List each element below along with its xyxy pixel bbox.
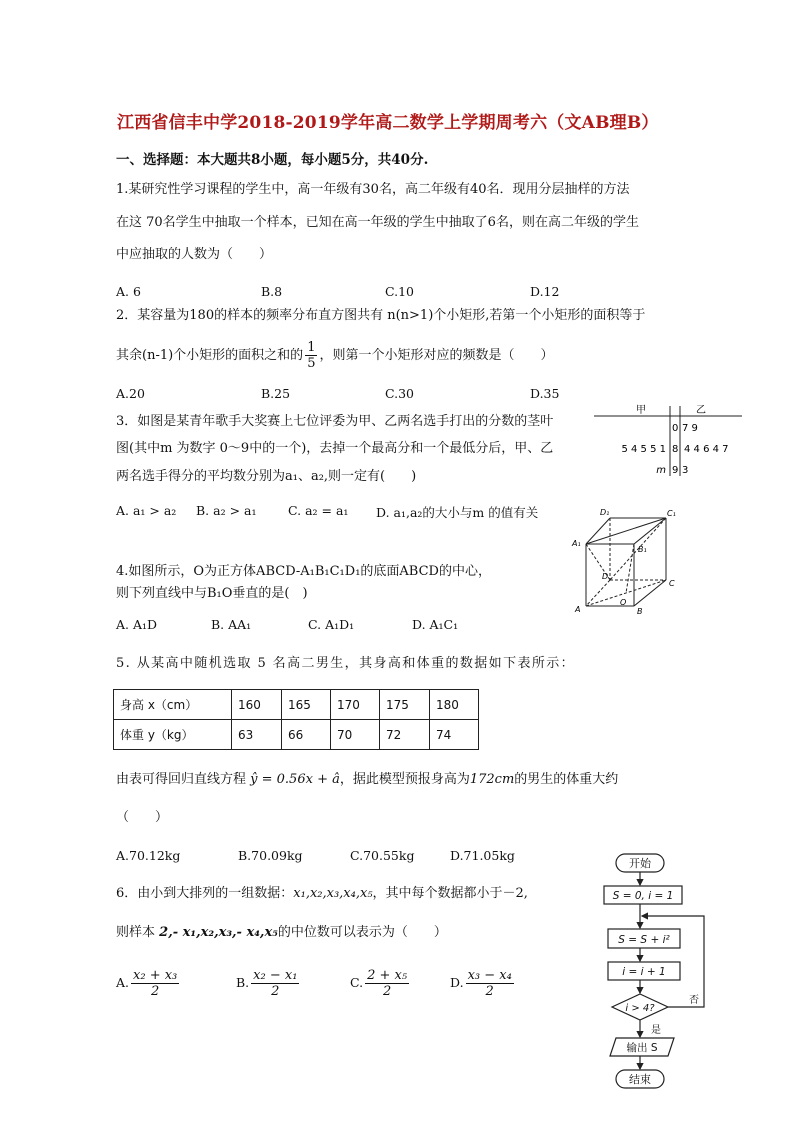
q4-line2: 则下列直线中与B₁O垂直的是( ) [116,586,308,601]
q5-line2-end: 的男生的体重大约 [514,772,619,787]
q2-line2 [116,340,553,371]
q5-line2-start: 由表可得回归直线方程 [116,772,247,787]
q5-line2 [116,768,618,792]
q1-line3: 中应抽取的人数为（ ） [116,247,273,262]
q6-line2 [116,921,447,945]
stemleaf-row1-stem: 0 [672,423,679,434]
stemleaf-row2-right: 4 4 6 4 7 [684,444,729,455]
stem-leaf-plot [594,402,744,478]
label-b1: B₁ [638,545,647,554]
sample-sequence: 2,- x₁,x₂,x₃,- x₄,x₅ [159,925,278,940]
option-fraction [365,968,409,999]
q5-line1: 5. 从某高中随机选取 5 名高二男生，其身高和体重的数据如下表所示： [116,656,576,671]
q1-option-c: C.10 [385,284,414,299]
q3-option-d: D. a₁,a₂的大小与m 的值有关 [376,505,539,520]
q6-line2-end: 的中位数可以表示为（ ） [277,925,447,940]
q1-option-b: B.8 [261,284,283,299]
height-weight-table [113,689,479,750]
q3-line1: 3．如图是某青年歌手大奖赛上七位评委为甲、乙两名选手打出的分数的茎叶 [116,414,554,429]
q2-line2-start: 其余(n-1)个小矩形的面积之和的 [116,348,304,363]
flow-init: S = 0, i = 1 [612,890,674,902]
fraction-numerator: x₂ + x₃ [133,968,178,983]
q2-line2-end: ，则第一个小矩形对应的频数是（ ） [319,348,554,363]
fraction-denominator: 2 [365,983,409,999]
table-cell: 165 [282,690,331,720]
page-title: 江西省信丰中学2018-2019学年高二数学上学期周考六（文AB理B） [117,113,659,133]
option-label: B. [236,975,250,990]
q3-line3: 两名选手得分的平均数分别为a₁、a₂,则一定有( ) [116,469,417,484]
table-cell: 175 [380,690,430,720]
table-cell: 180 [430,690,479,720]
q5-option-b: B.70.09kg [238,848,303,863]
table-row [114,690,479,720]
stemleaf-row3-stem: 9 [672,465,679,476]
fraction-numerator: 2 + x₅ [367,968,408,983]
q1-option-d: D.12 [530,284,560,299]
q2-option-a: A.20 [116,386,145,401]
flow-end: 结束 [629,1073,651,1086]
q1-option-a: A. 6 [116,284,141,299]
table-cell: 63 [232,720,282,750]
stemleaf-row3-right: 3 [682,465,689,476]
height-value: 172cm [469,772,515,787]
table-row [114,720,479,750]
section-heading: 一、选择题：本大题共8小题，每小题5分，共40分. [116,152,429,168]
option-fraction [251,968,299,999]
label-c1: C₁ [667,509,676,518]
q6-line1-end: ，其中每个数据都小于－2, [372,886,528,901]
label-d: D [602,572,609,581]
q5-option-c: C.70.55kg [350,848,415,863]
regression-equation: ŷ = 0.56x + â [250,772,340,787]
q1-line1: 1.某研究性学习课程的学生中，高一年级有30名，高二年级有40名．现用分层抽样的方法 [116,182,630,197]
q6-line1-start: 6．由小到大排列的一组数据： [116,886,294,901]
option-fraction [131,968,179,999]
q5-line3: （ ） [116,810,169,825]
stemleaf-row2-stem: 8 [672,444,679,455]
flowchart [596,848,714,1094]
table-cell: 66 [282,720,331,750]
q3-option-a: A. a₁ > a₂ [116,503,177,518]
flow-start: 开始 [629,857,651,870]
table-cell: 70 [331,720,380,750]
q6-option-b [236,968,301,999]
q2-option-b: B.25 [261,386,291,401]
q2-option-c: C.30 [385,386,414,401]
label-a: A [575,605,581,614]
q4-line1: 4.如图所示，O为正方体ABCD-A₁B₁C₁D₁的底面ABCD的中心， [116,564,491,579]
flow-step2: i = i + 1 [622,966,666,978]
option-fraction [466,968,514,999]
flow-step1: S = S + i² [618,934,670,946]
one-fifth-fraction [305,340,317,371]
stemleaf-header-right: 乙 [696,405,706,416]
table-cell: 74 [430,720,479,750]
label-d1: D₁ [600,508,610,517]
stemleaf-row1-right: 7 9 [682,423,698,434]
q5-option-a: A.70.12kg [116,848,181,863]
q6-option-c [350,968,411,999]
fraction-denominator: 2 [251,983,299,999]
flow-condition: i > 4? [625,1003,655,1014]
q3-option-b: B. a₂ > a₁ [196,503,257,518]
table-cell: 体重 y（kg） [114,720,232,750]
data-sequence: x₁,x₂,x₃,x₄,x₅ [293,886,373,901]
table-cell: 72 [380,720,430,750]
q2-option-d: D.35 [530,386,560,401]
label-b: B [637,607,643,616]
label-a1: A₁ [572,539,581,548]
stemleaf-row2-left: 5 4 5 5 1 [621,444,666,455]
fraction-denominator: 2 [466,983,514,999]
q3-option-c: C. a₂ = a₁ [288,503,349,518]
q4-option-a: A. A₁D [116,617,158,632]
q6-option-d [450,968,516,999]
fraction-numerator: x₂ − x₁ [253,968,298,983]
option-label: A. [116,975,130,990]
stemleaf-header-left: 甲 [636,405,646,416]
q6-option-a [116,968,181,999]
fraction-denominator: 5 [307,356,316,371]
q6-line2-start: 则样本 [116,925,156,940]
option-label: C. [350,975,364,990]
fraction-denominator: 2 [131,983,179,999]
q4-option-d: D. A₁C₁ [412,617,459,632]
table-cell: 身高 x（cm） [114,690,232,720]
fraction-numerator: 1 [307,340,316,355]
q5-option-d: D.71.05kg [450,848,515,863]
table-cell: 160 [232,690,282,720]
flow-yes-label: 是 [651,1025,661,1036]
flow-output: 输出 S [626,1042,658,1054]
table-cell: 170 [331,690,380,720]
label-o: O [620,598,627,607]
q4-option-b: B. AA₁ [211,617,252,632]
stemleaf-row3-left: m [656,465,666,476]
q3-line2: 图(其中m 为数字 0～9中的一个)，去掉一个最高分和一个最低分后，甲、乙 [116,441,554,456]
cube-figure [570,506,682,616]
flow-no-label: 否 [689,995,699,1006]
option-label: D. [450,975,464,990]
q6-line1 [116,882,528,906]
q2-line1: 2．某容量为180的样本的频率分布直方图共有 n(n>1)个小矩形,若第一个小矩形的面积等于 [116,308,646,323]
q4-option-c: C. A₁D₁ [308,617,355,632]
fraction-numerator: x₃ − x₄ [467,968,512,983]
q5-line2-mid: ，据此模型预报身高为 [339,772,470,787]
label-c: C [669,579,675,588]
q1-line2: 在这 70名学生中抽取一个样本，已知在高一年级的学生中抽取了6名，则在高二年级的学生 [116,215,639,230]
